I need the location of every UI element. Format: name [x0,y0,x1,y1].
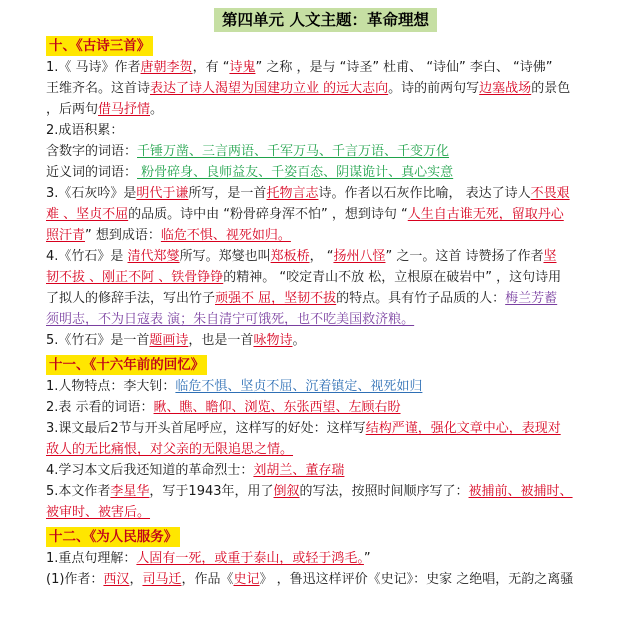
highlighted-answer: 临危不惧、坚贞不屈、沉着镇定、视死如归 [175,379,423,394]
text-segment: 含数字的词语： [46,144,138,159]
text-segment: 的景色 [531,81,571,96]
text-segment: 的精神。 “咬定青山不放 松，立根原在破岩中” ，这句诗用 [223,270,562,285]
section-heading: 十一、《十六年前的回忆》 [46,355,207,375]
highlighted-answer: 表达了诗人渴望为国建功立业 的远大志向 [150,81,389,96]
text-line [46,162,605,183]
text-segment: 诗。作者以石灰作比喻， 表达了诗人 [318,186,531,201]
highlighted-answer: 西汉 [103,572,130,587]
title-wrap [46,8,605,32]
highlighted-answer: 司马迁 [142,572,182,587]
highlighted-answer: 梅兰芳蓄 [505,291,558,306]
highlighted-answer: 照汗青 [46,228,86,243]
text-segment: 王维齐名。这首诗 [46,81,151,96]
highlighted-answer: 被审时、被害后。 [46,505,151,520]
text-line [46,183,605,204]
highlighted-answer: 韧不拔 、刚正不阿 、铁骨铮铮 [46,270,224,285]
text-line [46,246,605,267]
text-line [46,78,605,99]
text-segment: 4.《竹石》是 [46,249,128,264]
content [46,34,605,590]
text-segment: 1.人物特点：李大钊： [46,379,176,394]
text-segment: 1.重点句理解： [46,551,137,566]
text-segment: 的写法，按照时间顺序写了： [299,484,469,499]
text-line [46,376,605,397]
highlighted-answer: 题画诗 [149,333,189,348]
text-segment: 。诗的前两句写 [388,81,480,96]
highlighted-answer: 托物言志 [266,186,319,201]
highlighted-answer: 难 、坚贞不屈 [46,207,129,222]
highlighted-answer: 千锤万凿、三言两语、千军万马、千言万语、千变万化 [137,144,450,159]
text-segment: 2.表 示看的词语： [46,400,154,415]
text-segment: ，也是一首 [188,333,254,348]
highlighted-answer: 瞅、瞧、瞻仰、浏览、东张西望、左顾右盼 [153,400,401,415]
text-segment: 的品质。诗中由 “粉骨碎身浑不怕” ，想到诗句 “ [128,207,408,222]
text-line [46,397,605,418]
text-segment: ” 之一。这首 诗赞扬了作者 [385,249,544,264]
text-segment: ” 之称 ，是与 “诗圣” 杜甫、 “诗仙” 李白、 “诗佛” [255,60,553,75]
highlighted-answer: 李星华 [110,484,150,499]
text-segment: 。 [292,333,306,348]
section-heading: 十二、《为人民服务》 [46,527,180,547]
text-line [46,57,605,78]
text-segment: ， [129,572,143,587]
text-segment: 近义词的词语： [46,165,138,180]
text-line [46,439,605,460]
text-line [46,99,605,120]
text-segment: 所写，是一首 [188,186,267,201]
text-line [46,204,605,225]
text-segment: 4.学习本文后我还知道的革命烈士： [46,463,254,478]
text-segment: 》 ，鲁迅这样评价《史记》：史家 之绝唱，无韵之离骚 [259,572,574,587]
section-heading-wrap [46,525,605,547]
text-line [46,288,605,309]
highlighted-answer: 明代于谦 [136,186,189,201]
highlighted-answer: 诗鬼 [229,60,256,75]
highlighted-answer: 人固有一死，或重于泰山，或轻于鸿毛。 [136,551,364,566]
text-segment: 。 [150,102,164,117]
highlighted-answer: 郑板桥 [270,249,310,264]
highlighted-answer: 借马抒情 [98,102,151,117]
text-segment: ，作品《 [181,572,234,587]
text-segment: ” 想到成语： [85,228,161,243]
text-segment: 了拟人的修辞手法，写出竹子 [46,291,216,306]
text-segment: 5.《竹石》是一首 [46,333,150,348]
highlighted-answer: 结构严谨，强化文章中心，表现对 [365,421,561,436]
text-segment: ，后两句 [46,102,99,117]
highlighted-answer: 不畏艰 [530,186,570,201]
highlighted-answer: 倒叙 [273,484,300,499]
highlighted-answer: 咏物诗 [253,333,293,348]
highlighted-answer: 临危不惧、视死如归。 [160,228,291,243]
text-segment: 的特点。具有竹子品质的人： [336,291,506,306]
text-line [46,267,605,288]
highlighted-answer: 人生自古谁无死，留取丹心 [407,207,564,222]
text-segment: 1.《 马诗》作者 [46,60,141,75]
highlighted-answer: 扬州八怪 [333,249,386,264]
highlighted-answer: 被捕前、被捕时、 [468,484,573,499]
highlighted-answer: 粉骨碎身、良师益友、千姿百态、阴谋诡计、真心实意 [137,165,454,180]
text-segment: 所写。郑燮也叫 [179,249,271,264]
text-segment: (1)作者： [46,572,104,587]
text-segment: ” [363,551,371,566]
text-line [46,225,605,246]
text-line [46,502,605,523]
highlighted-answer: 边塞战场 [479,81,532,96]
highlighted-answer: 唐朝李贺 [140,60,193,75]
text-segment: ，写于1943年，用了 [149,484,274,499]
highlighted-answer: 刘胡兰、董存瑞 [253,463,345,478]
page-title: 第四单元 人文主题：革命理想 [214,8,437,32]
text-segment: 3.《石灰吟》是 [46,186,137,201]
text-line [46,141,605,162]
highlighted-answer: 须明志，不为日寇表 演；朱自清宁可饿死，也不吃美国救济粮。 [46,312,415,327]
text-line [46,548,605,569]
section-heading-wrap [46,34,605,56]
text-segment: ， “ [309,249,334,264]
text-line [46,309,605,330]
section-heading-wrap [46,353,605,375]
text-segment: 2.成语积累： [46,123,124,138]
text-line [46,481,605,502]
highlighted-answer: 顽强不 屈，坚韧不拔 [215,291,337,306]
text-segment: 3.课文最后2节与开头首尾呼应，这样写的好处：这样写 [46,421,366,436]
text-line [46,569,605,590]
text-line [46,330,605,351]
highlighted-answer: 史记 [233,572,260,587]
highlighted-answer: 清代郑燮 [127,249,180,264]
text-line [46,460,605,481]
text-line [46,120,605,141]
text-segment: 5.本文作者 [46,484,111,499]
text-segment: ，有 “ [192,60,230,75]
section-heading: 十、《古诗三首》 [46,36,153,56]
text-line [46,418,605,439]
highlighted-answer: 坚 [543,249,557,264]
highlighted-answer: 敌人的无比痛恨，对父亲的无限追思之情。 [46,442,294,457]
